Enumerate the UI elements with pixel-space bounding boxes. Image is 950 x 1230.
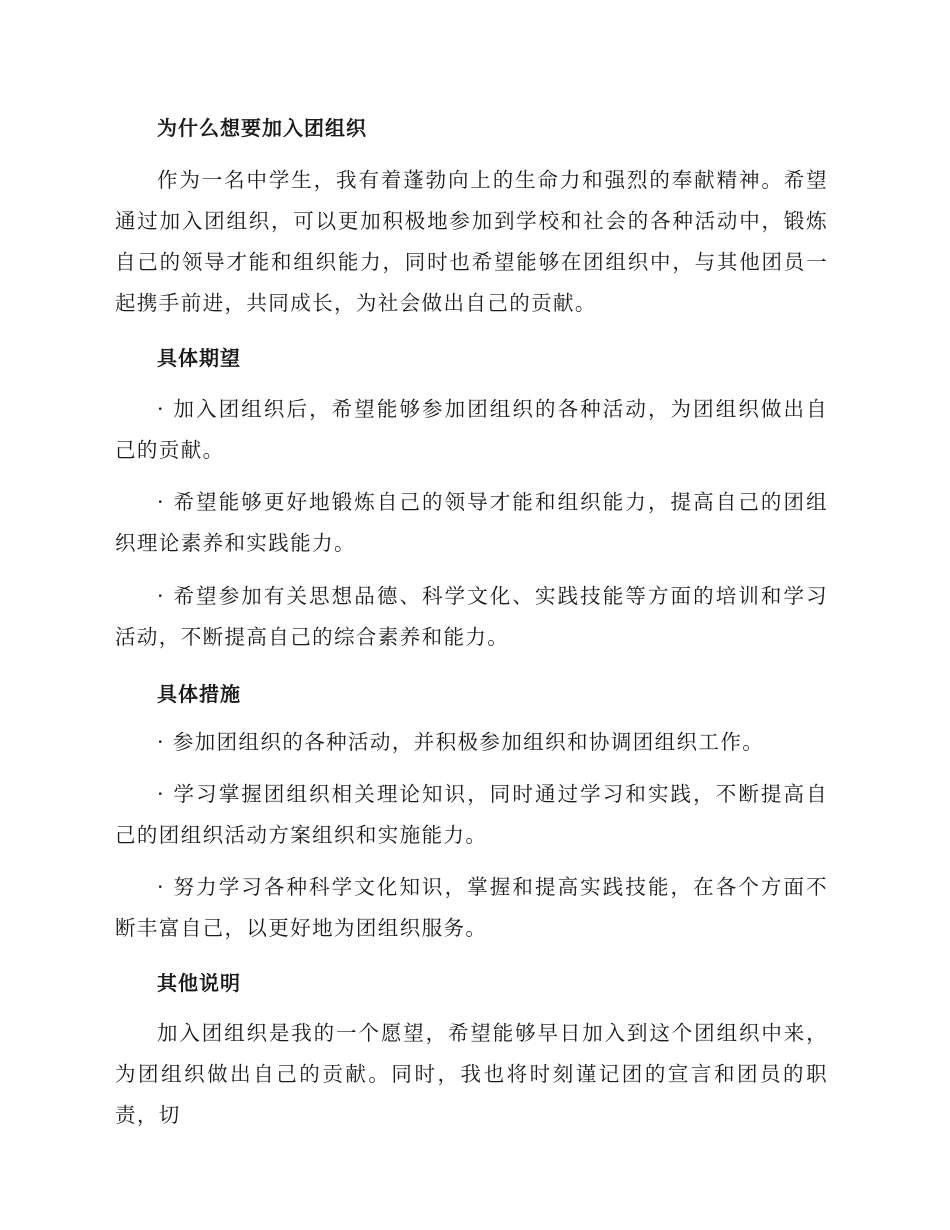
list-item-measure-3: · 努力学习各种科学文化知识，掌握和提高实践技能，在各个方面不断丰富自己，以更好地为团组织服务。 bbox=[115, 875, 828, 940]
section-heading-other-notes: 其他说明 bbox=[157, 971, 241, 995]
section-heading-why-join: 为什么想要加入团组织 bbox=[157, 116, 367, 140]
list-item-measure-2: · 学习掌握团组织相关理论知识，同时通过学习和实践，不断提高自己的团组织活动方案组织和实施能力。 bbox=[115, 782, 828, 847]
paragraph-other-notes: 加入团组织是我的一个愿望，希望能够早日加入到这个团组织中来，为团组织做出自己的贡献。同时，我也将时刻谨记团的宣言和团员的职责，切 bbox=[115, 1021, 828, 1127]
list-item-expectation-3: · 希望参加有关思想品德、科学文化、实践技能等方面的培训和学习活动，不断提高自己的综合素养和能力。 bbox=[115, 584, 828, 649]
list-item-expectation-1: · 加入团组织后，希望能够参加团组织的各种活动，为团组织做出自己的贡献。 bbox=[115, 397, 828, 462]
list-item-measure-1: · 参加团组织的各种活动，并积极参加组织和协调团组织工作。 bbox=[157, 730, 765, 754]
list-item-expectation-2: · 希望能够更好地锻炼自己的领导才能和组织能力，提高自己的团组织理论素养和实践能力。 bbox=[115, 490, 828, 555]
paragraph-why-join: 作为一名中学生，我有着蓬勃向上的生命力和强烈的奉献精神。希望通过加入团组织，可以更加积极地参加到学校和社会的各种活动中，锻炼自己的领导才能和组织能力，同时也希望能够在团组织中，与其他团员一起携手前进，共同成长，为社会做出自己的贡献。 bbox=[115, 168, 828, 315]
section-heading-expectations: 具体期望 bbox=[157, 346, 241, 370]
section-heading-measures: 具体措施 bbox=[157, 682, 241, 706]
